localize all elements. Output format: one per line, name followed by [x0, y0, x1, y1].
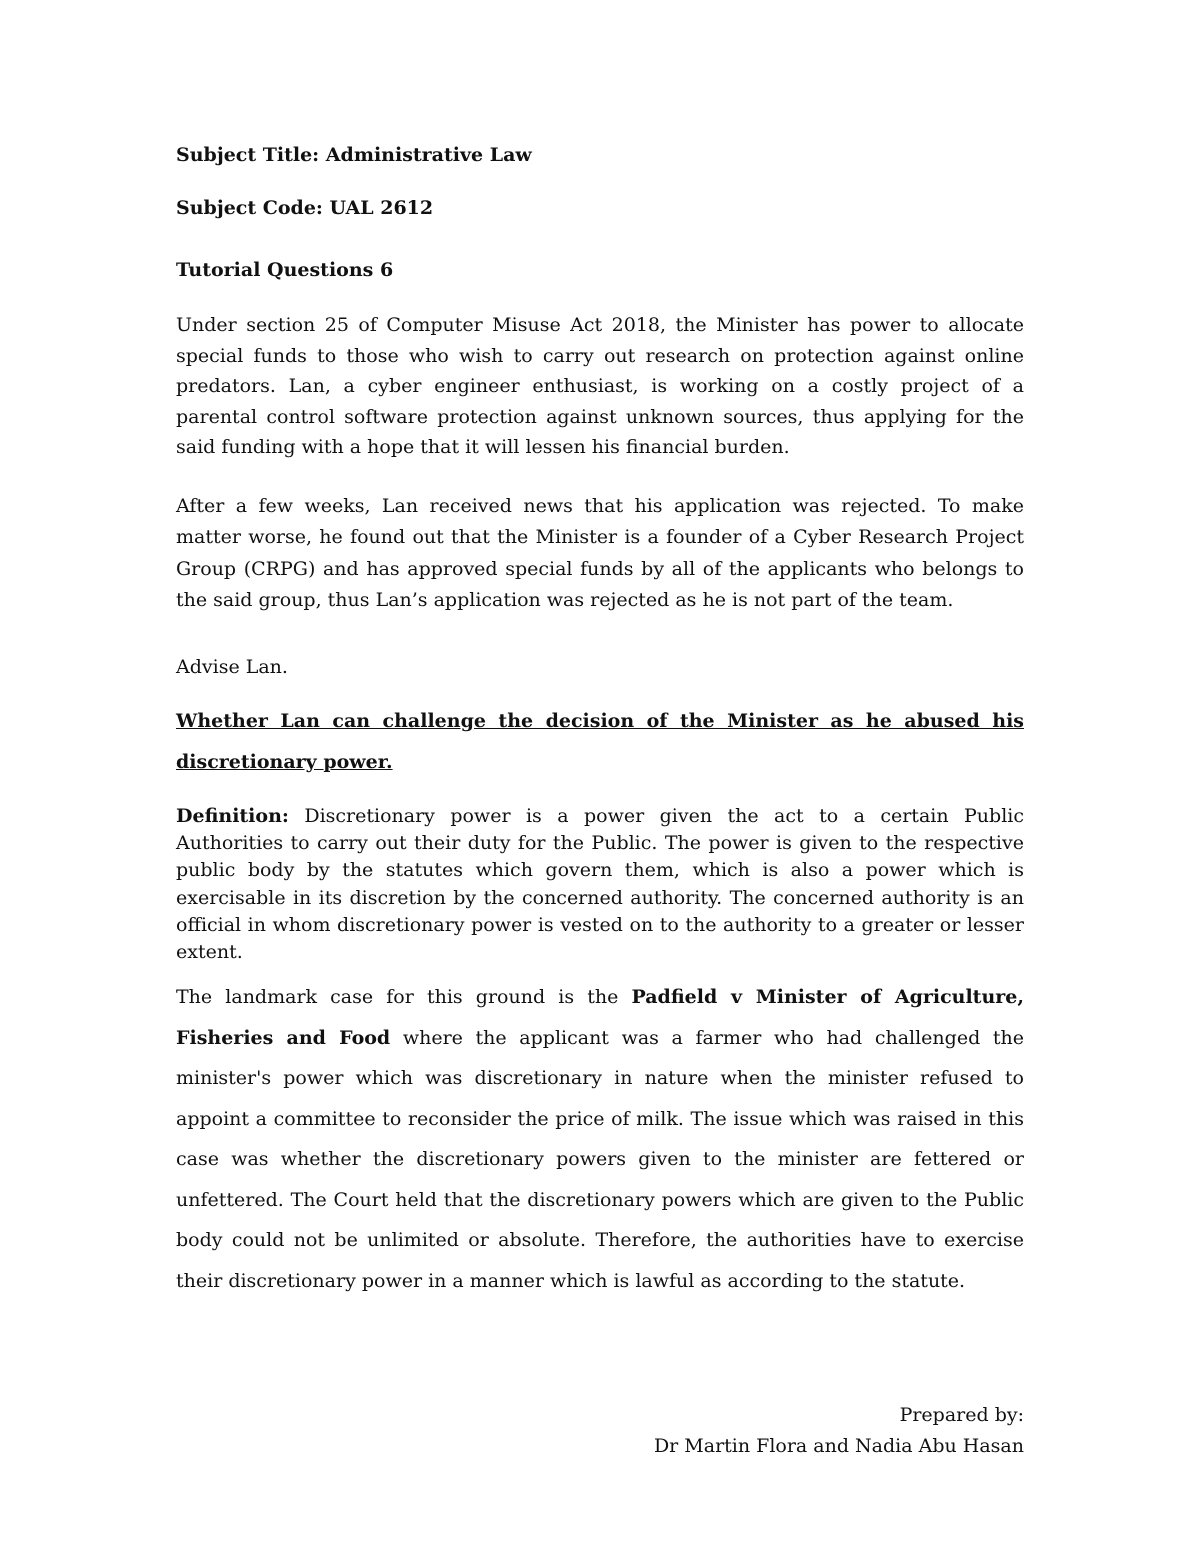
document-body [176, 140, 1024, 1301]
definition-paragraph [176, 803, 1024, 966]
question-paragraph-2: After a few weeks, Lan received news that his application was rejected. To make matter worse, he found out that the Minister is a founder of a Cyber Research Project Group (CRPG) and has approved special funds by all of the applicants who belongs to the said group, thus Lan’s application was rejected as he is not part of the team. [176, 494, 1024, 611]
authors: Dr Martin Flora and Nadia Abu Hasan [653, 1435, 1024, 1457]
landmark-intro: The landmark case for this ground is the [176, 986, 632, 1009]
landmark-case-name: Padfield v Minister of Agriculture, Fisheries and Food [176, 986, 1024, 1049]
question-paragraph-1: Under section 25 of Computer Misuse Act 2018, the Minister has power to allocate special funds to those who wish to carry out research on protection against online predators. Lan, a cyber engineer enthusiast, is working on a costly project of a parental control software protection against unknown sources, thus applying for the said funding with a hope that it will lessen his financial burden. [176, 314, 1024, 458]
definition-label: Definition: [176, 805, 289, 827]
prepared-by-label: Prepared by: [899, 1404, 1024, 1426]
subject-code: Subject Code: UAL 2612 [176, 197, 434, 219]
tutorial-heading: Tutorial Questions 6 [176, 259, 394, 281]
advise-line: Advise Lan. [176, 655, 288, 678]
landmark-text: where the applicant was a farmer who had challenged the minister's power which was discretionary in nature when the minister refused to appoint a committee to reconsider the price of milk. The issue which was raised in this case was whether the discretionary powers given to the minister are fettered or unfettered. The Court held that the discretionary powers which are given to the Public body could not be unlimited or absolute. Therefore, the authorities have to exercise their discretionary power in a manner which is lawful as according to the statute. [176, 1026, 1024, 1292]
subject-title: Subject Title: Administrative Law [176, 144, 532, 166]
landmark-paragraph [176, 977, 1024, 1301]
issue-statement: Whether Lan can challenge the decision of the Minister as he abused his discretionary power. [176, 710, 1024, 773]
definition-text: Discretionary power is a power given the act to a certain Public Authorities to carry out their duty for the Public. The power is given to the respective public body by the statutes which govern them, which is also a power which is exercisable in its discretion by the concerned authority. The concerned authority is an official in whom discretionary power is vested on to the authority to a greater or lesser extent. [176, 805, 1024, 964]
prepared-by-block [654, 1400, 1024, 1462]
